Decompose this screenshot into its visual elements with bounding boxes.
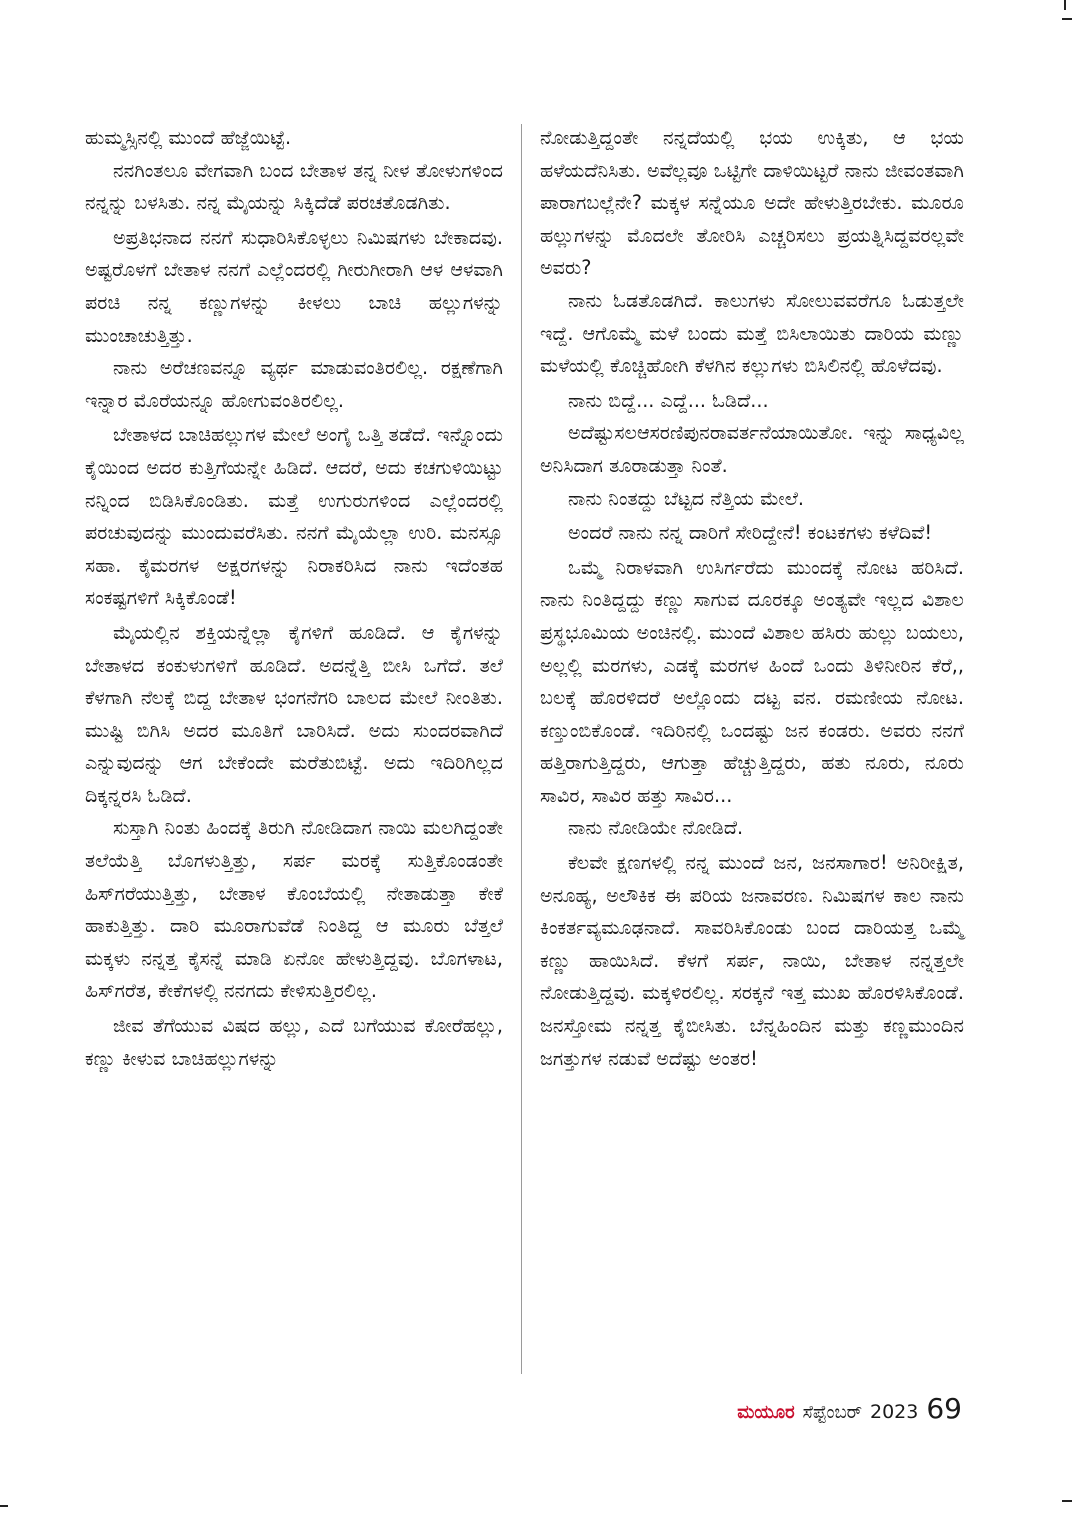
paragraph: ನಾನು ಬಿದ್ದೆ... ಎದ್ದೆ... ಓಡಿದೆ... xyxy=(568,388,769,412)
paragraph: ಅಂದರೆ ನಾನು ನನ್ನ ದಾರಿಗೆ ಸೇರಿದ್ದೇನೆ! ಕಂಟಕಗಳು ಕಳೆದಿವೆ! xyxy=(568,521,933,545)
paragraph: ನನಗಿಂತಲೂ ವೇಗವಾಗಿ ಬಂದ ಬೇತಾಳ ತನ್ನ ನೀಳ ತೋಳುಗಳಿಂದ ನನ್ನನ್ನು ಬಳಸಿತು. ನನ್ನ ಮೈಯನ್ನು ಸಿಕ್ಕಿದೆಡೆ ಪರಚತೊಡಗಿತು. xyxy=(85,158,503,215)
paragraph: ಅದೆಷ್ಟುಸಲಆಸರಣಿಪುನರಾವರ್ತನೆಯಾಯಿತೋ. ಇನ್ನು ಸಾಧ್ಯವಿಲ್ಲ ಅನಿಸಿದಾಗ ತೂರಾಡುತ್ತಾ ನಿಂತೆ. xyxy=(540,421,964,477)
left-column xyxy=(85,122,503,1075)
page-number: 69 xyxy=(926,1392,962,1425)
right-column xyxy=(540,122,964,1075)
paragraph: ಜೀವ ತೆಗೆಯುವ ವಿಷದ ಹಲ್ಲು, ಎದೆ ಬಗೆಯುವ ಕೋರೆಹಲ್ಲು, ಕಣ್ಣು ಕೀಳುವ ಬಾಚಿಹಲ್ಲುಗಳನ್ನು xyxy=(85,1014,503,1070)
paragraph: ನಾನು ಓಡತೊಡಗಿದೆ. ಕಾಲುಗಳು ಸೋಲುವವರೆಗೂ ಓಡುತ್ತಲೇ ಇದ್ದೆ. ಆಗೊಮ್ಮೆ ಮಳೆ ಬಂದು ಮತ್ತೆ ಬಿಸಿಲಾಯಿತು ದಾರಿಯ ಮಣ್ಣು ಮಳೆಯಲ್ಲಿ ಕೊಚ್ಚಿಹೋಗಿ ಕೆಳಗಿನ ಕಲ್ಲುಗಳು ಬಿಸಿಲಿನಲ್ಲಿ ಹೊಳೆದವು. xyxy=(540,288,964,378)
paragraph: ಮೈಯಲ್ಲಿನ ಶಕ್ತಿಯನ್ನೆಲ್ಲಾ ಕೈಗಳಿಗೆ ಹೂಡಿದೆ. ಆ ಕೈಗಳನ್ನು ಬೇತಾಳದ ಕಂಕುಳುಗಳಿಗೆ ಹೂಡಿದೆ. ಅದನ್ನೆತ್ತಿ ಬೀಸಿ ಒಗೆದೆ. ತಲೆ ಕೆಳಗಾಗಿ ನೆಲಕ್ಕೆ ಬಿದ್ದ ಬೇತಾಳ ಭಂಗನೆಗರಿ ಬಾಲದ ಮೇಲೆ ನೀಂತಿತು. ಮುಷ್ಟಿ ಬಿಗಿಸಿ ಅದರ ಮೂತಿಗೆ ಬಾರಿಸಿದೆ. ಅದು ಸುಂದರವಾಗಿದೆ ಎನ್ನುವುದನ್ನು ಆಗ ಬೇಕೆಂದೇ ಮರೆತುಬಿಟ್ಟೆ. ಅದು ಇದಿರಿಗಿಲ್ಲದ ದಿಕ್ಕನ್ನರಸಿ ಓಡಿದೆ. xyxy=(85,620,503,807)
paragraph: ಕೆಲವೇ ಕ್ಷಣಗಳಲ್ಲಿ ನನ್ನ ಮುಂದೆ ಜನ, ಜನಸಾಗಾರ! ಅನಿರೀಕ್ಷಿತ, ಅನೂಹ್ಯ, ಅಲೌಕಿಕ ಈ ಪರಿಯ ಜನಾವರಣ. ನಿಮಿಷಗಳ ಕಾಲ ನಾನು ಕಿಂಕರ್ತವ್ಯಮೂಢನಾದೆ. ಸಾವರಿಸಿಕೊಂಡು ಬಂದ ದಾರಿಯತ್ತ ಒಮ್ಮೆ ಕಣ್ಣು ಹಾಯಿಸಿದೆ. ಕೆಳಗೆ ಸರ್ಪ, ನಾಯಿ, ಬೇತಾಳ ನನ್ನತ್ತಲೇ ನೋಡುತ್ತಿದ್ದವು. ಮಕ್ಕಳಿರಲಿಲ್ಲ. ಸರಕ್ಕನೆ ಇತ್ತ ಮುಖ ಹೊರಳಿಸಿಕೊಂಡೆ. ಜನಸ್ತೋಮ ನನ್ನತ್ತ ಕೈಬೀಸಿತು. ಬೆನ್ನಹಿಂದಿನ ಮತ್ತು ಕಣ್ಣಮುಂದಿನ ಜಗತ್ತುಗಳ ನಡುವೆ ಅದೆಷ್ಟು ಅಂತರ! xyxy=(540,851,964,1070)
paragraph: ನೋಡುತ್ತಿದ್ದಂತೇ ನನ್ನದೆಯಲ್ಲಿ ಭಯ ಉಕ್ಕಿತು, ಆ ಭಯ ಹಳೆಯದೆನಿಸಿತು. ಅವೆಲ್ಲವೂ ಒಟ್ಟಿಗೇ ದಾಳಿಯಿಟ್ಟರೆ ನಾನು ಜೀವಂತವಾಗಿ ಪಾರಾಗಬಲ್ಲೆನೇ? ಮಕ್ಕಳ ಸನ್ನೆಯೂ ಅದೇ ಹೇಳುತ್ತಿರಬೇಕು. ಮೂರೂ ಹಲ್ಲುಗಳನ್ನು ಮೊದಲೇ ತೋರಿಸಿ ಎಚ್ಚರಿಸಲು ಪ್ರಯತ್ನಿಸಿದ್ದವರಲ್ಲವೇ ಅವರು? xyxy=(540,126,964,280)
crop-mark-top xyxy=(1064,0,1066,10)
paragraph: ನಾನು ನಿಂತದ್ದು ಬೆಟ್ಟದ ನೆತ್ತಿಯ ಮೇಲೆ. xyxy=(568,486,804,510)
paragraph: ಸುಸ್ತಾಗಿ ನಿಂತು ಹಿಂದಕ್ಕೆ ತಿರುಗಿ ನೋಡಿದಾಗ ನಾಯಿ ಮಲಗಿದ್ದಂತೇ ತಲೆಯೆತ್ತಿ ಬೊಗಳುತ್ತಿತ್ತು, ಸರ್ಪ ಮರಕ್ಕೆ ಸುತ್ತಿಕೊಂಡಂತೇ ಹಿಸ್‌ಗರೆಯುತ್ತಿತ್ತು, ಬೇತಾಳ ಕೊಂಬೆಯಲ್ಲಿ ನೇತಾಡುತ್ತಾ ಕೇಕೆ ಹಾಕುತ್ತಿತ್ತು. ದಾರಿ ಮೂರಾಗುವೆಡೆ ನಿಂತಿದ್ದ ಆ ಮೂರು ಬೆತ್ತಲೆ ಮಕ್ಕಳು ನನ್ನತ್ತ ಕೈಸನ್ನೆ ಮಾಡಿ ಏನೋ ಹೇಳುತ್ತಿದ್ದವು. ಬೊಗಳಾಟ, ಹಿಸ್‌ಗರೆತ, ಕೇಕೆಗಳಲ್ಲಿ ನನಗದು ಕೇಳಿಸುತ್ತಿರಲಿಲ್ಲ. xyxy=(85,816,503,1003)
crop-mark-left-bottom xyxy=(0,1505,8,1507)
paragraph: ನಾನು ಅರೆಚಣವನ್ನೂ ವ್ಯರ್ಥ ಮಾಡುವಂತಿರಲಿಲ್ಲ. ರಕ್ಷಣೆಗಾಗಿ ಇನ್ನಾರ ಮೊರೆಯನ್ನೂ ಹೋಗುವಂತಿರಲಿಲ್ಲ. xyxy=(85,356,503,412)
page-footer xyxy=(737,1392,962,1432)
paragraph: ಹುಮ್ಮಸ್ಸಿನಲ್ಲಿ ಮುಂದೆ ಹೆಜ್ಜೆಯಿಟ್ಟೆ. xyxy=(85,126,292,149)
crop-mark-right-top xyxy=(1062,18,1072,20)
issue-month: ಸೆಪ್ಟೆಂಬರ್ xyxy=(802,1402,862,1423)
issue-year: 2023 xyxy=(870,1401,919,1423)
paragraph: ನಾನು ನೋಡಿಯೇ ನೋಡಿದೆ. xyxy=(568,816,744,840)
paragraph: ಅಪ್ರತಿಭನಾದ ನನಗೆ ಸುಧಾರಿಸಿಕೊಳ್ಳಲು ನಿಮಿಷಗಳು ಬೇಕಾದವು. ಅಷ್ಟರೊಳಗೆ ಬೇತಾಳ ನನಗೆ ಎಲ್ಲೆಂದರಲ್ಲಿ ಗೀರುಗೀರಾಗಿ ಆಳ ಆಳವಾಗಿ ಪರಚಿ ನನ್ನ ಕಣ್ಣುಗಳನ್ನು ಕೀಳಲು ಬಾಚಿ ಹಲ್ಲುಗಳನ್ನು ಮುಂಚಾಚುತ್ತಿತ್ತು. xyxy=(85,225,503,347)
magazine-name: ಮಯೂರ xyxy=(737,1402,795,1423)
crop-mark-right-bottom xyxy=(1062,1500,1072,1502)
paragraph: ಒಮ್ಮೆ ನಿರಾಳವಾಗಿ ಉಸಿರ್ಗರೆದು ಮುಂದಕ್ಕೆ ನೋಟ ಹರಿಸಿದೆ. ನಾನು ನಿಂತಿದ್ದದ್ದು ಕಣ್ಣು ಸಾಗುವ ದೂರಕ್ಕೂ ಅಂತ್ಯವೇ ಇಲ್ಲದ ವಿಶಾಲ ಪ್ರಸ್ಥಭೂಮಿಯ ಅಂಚಿನಲ್ಲಿ. ಮುಂದೆ ವಿಶಾಲ ಹಸಿರು ಹುಲ್ಲು ಬಯಲು, ಅಲ್ಲಲ್ಲಿ ಮರಗಳು, ಎಡಕ್ಕೆ ಮರಗಳ ಹಿಂದೆ ಒಂದು ತಿಳಿನೀರಿನ ಕೆರೆ,, ಬಲಕ್ಕೆ ಹೊರಳಿದರೆ ಅಲ್ಲೊಂದು ದಟ್ಟ ವನ. ರಮಣೀಯ ನೋಟ. ಕಣ್ತುಂಬಿಕೊಂಡೆ. ಇದಿರಿನಲ್ಲಿ ಒಂದಷ್ಟು ಜನ ಕಂಡರು. ಅವರು ನನಗೆ ಹತ್ತಿರಾಗುತ್ತಿದ್ದರು, ಆಗುತ್ತಾ ಹೆಚ್ಚುತ್ತಿದ್ದರು, ಹತು ನೂರು, ನೂರು ಸಾವಿರ, ಸಾವಿರ ಹತ್ತು ಸಾವಿರ... xyxy=(540,555,964,807)
paragraph: ಬೇತಾಳದ ಬಾಚಿಹಲ್ಲುಗಳ ಮೇಲೆ ಅಂಗೈ ಒತ್ತಿ ತಡೆದೆ. ಇನ್ನೊಂದು ಕೈಯಿಂದ ಅದರ ಕುತ್ತಿಗೆಯನ್ನೇ ಹಿಡಿದೆ. ಆದರೆ, ಅದು ಕಚಗುಳಿಯಿಟ್ಟು ನನ್ನಿಂದ ಬಿಡಿಸಿಕೊಂಡಿತು. ಮತ್ತೆ ಉಗುರುಗಳಿಂದ ಎಲ್ಲೆಂದರಲ್ಲಿ ಪರಚುವುದನ್ನು ಮುಂದುವರೆಸಿತು. ನನಗೆ ಮೈಯೆಲ್ಲಾ ಉರಿ. ಮನಸ್ಸೂ ಸಹಾ. ಕೈಮರಗಳ ಅಕ್ಷರಗಳನ್ನು ನಿರಾಕರಿಸಿದ ನಾನು ಇದೆಂತಹ ಸಂಕಷ್ಟಗಳಿಗೆ ಸಿಕ್ಕಿಕೊಂಡೆ! xyxy=(85,423,503,610)
column-divider xyxy=(521,124,522,1374)
